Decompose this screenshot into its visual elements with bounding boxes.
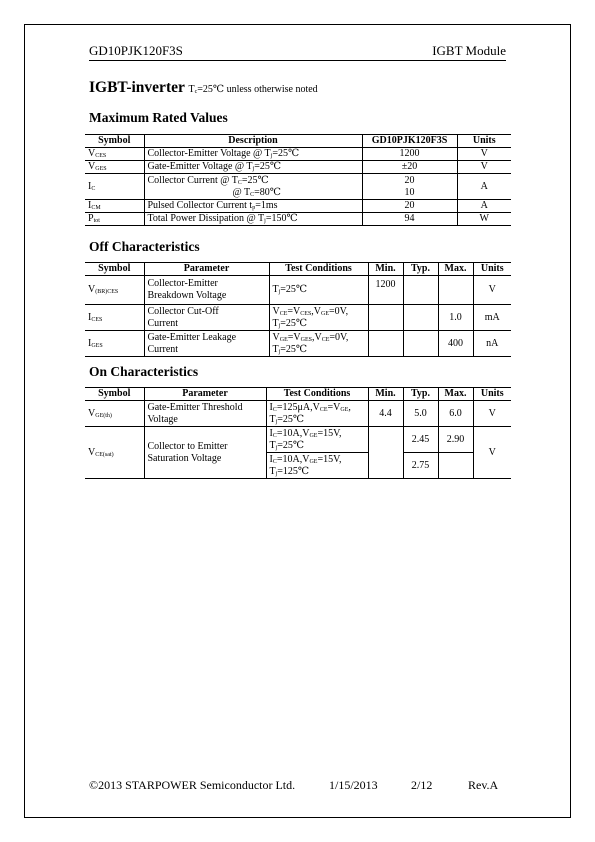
- typ-cell: [403, 305, 438, 331]
- footer-page-number: 2/12: [411, 778, 433, 792]
- description-cell: Collector-Emitter Voltage @ $T_j=25℃$: [144, 148, 362, 161]
- table-row: [85, 276, 511, 305]
- col-header: Units: [457, 135, 511, 148]
- unit-cell: V: [473, 401, 511, 427]
- value-cell: 20: [362, 200, 457, 213]
- on-characteristics-title: On Characteristics: [89, 364, 199, 379]
- max-cell: [438, 453, 473, 479]
- off-characteristics-table: [85, 262, 511, 357]
- col-header: Max.: [438, 388, 473, 401]
- min-cell: [368, 331, 403, 357]
- table-row: [85, 148, 511, 161]
- unit-cell: W: [457, 213, 511, 226]
- min-cell: [368, 427, 403, 479]
- header-product-type: IGBT Module: [432, 43, 506, 58]
- min-cell: [368, 305, 403, 331]
- typ-cell: [403, 331, 438, 357]
- table-row: [85, 174, 511, 200]
- typ-cell: [403, 276, 438, 305]
- table-row: [85, 213, 511, 226]
- description-cell: Pulsed Collector Current $t_p=1ms$: [144, 200, 362, 213]
- unit-cell: A: [457, 200, 511, 213]
- table-row: [85, 427, 511, 453]
- col-header: Parameter: [144, 388, 266, 401]
- min-cell: 4.4: [368, 401, 403, 427]
- table-row: [85, 401, 511, 427]
- symbol-cell: $V_{CE(sat)}$: [85, 427, 144, 479]
- col-header: Units: [473, 263, 511, 276]
- section-note: $T_c=25℃$ unless otherwise noted: [188, 84, 318, 95]
- unit-cell: V: [473, 427, 511, 479]
- unit-cell: A: [457, 174, 511, 200]
- col-header: Symbol: [85, 135, 144, 148]
- col-header: GD10PJK120F3S: [362, 135, 457, 148]
- typ-cell: 2.45: [403, 427, 438, 453]
- max-cell: 400: [438, 331, 473, 357]
- col-header: Typ.: [403, 263, 438, 276]
- table-header-row: [85, 135, 511, 148]
- table-row: [85, 331, 511, 357]
- footer-date: 1/15/2013: [329, 778, 378, 792]
- description-cell: Gate-Emitter Voltage @ $T_j=25℃$: [144, 161, 362, 174]
- description-cell: Total Power Dissipation @ $T_j=150℃$: [144, 213, 362, 226]
- parameter-cell: Gate-Emitter Threshold Voltage: [144, 401, 266, 427]
- max-rated-table: [85, 134, 511, 226]
- value-cell: 1200: [362, 148, 457, 161]
- max-rated-title: Maximum Rated Values: [89, 110, 228, 125]
- table-row: [85, 200, 511, 213]
- col-header: Test Conditions: [266, 388, 368, 401]
- symbol-cell: $I_{GES}$: [85, 331, 144, 357]
- max-cell: 2.90: [438, 427, 473, 453]
- col-header: Symbol: [85, 388, 144, 401]
- symbol-cell: $P_{tot}$: [85, 213, 144, 226]
- parameter-cell: Collector-Emitter Breakdown Voltage: [144, 276, 269, 305]
- unit-cell: V: [473, 276, 511, 305]
- test-conditions-cell: $V_{GE}=V_{GES},V_{CE}=0V$, $T_j=25℃$: [269, 331, 368, 357]
- unit-cell: V: [457, 148, 511, 161]
- min-cell: 1200: [368, 276, 403, 305]
- col-header: Max.: [438, 263, 473, 276]
- col-header: Min.: [368, 263, 403, 276]
- parameter-cell: Collector to Emitter Saturation Voltage: [144, 427, 266, 479]
- col-header: Units: [473, 388, 511, 401]
- test-conditions-cell: $I_C=10A,V_{GE}=15V$, $T_j=125℃$: [266, 453, 368, 479]
- col-header: Description: [144, 135, 362, 148]
- max-cell: 6.0: [438, 401, 473, 427]
- on-characteristics-table: [85, 387, 511, 479]
- col-header: Test Conditions: [269, 263, 368, 276]
- table-row: [85, 161, 511, 174]
- symbol-cell: $I_C$: [85, 174, 144, 200]
- max-cell: 1.0: [438, 305, 473, 331]
- test-conditions-cell: $I_C=10A,V_{GE}=15V$, $T_j=25℃$: [266, 427, 368, 453]
- max-cell: [438, 276, 473, 305]
- symbol-cell: $V_{GES}$: [85, 161, 144, 174]
- test-conditions-cell: $I_C=125\mu A,V_{CE}=V_{GE}$, $T_j=25℃$: [266, 401, 368, 427]
- unit-cell: mA: [473, 305, 511, 331]
- symbol-cell: $V_{(BR)CES}$: [85, 276, 144, 305]
- section-title-text: IGBT-inverter: [89, 79, 185, 96]
- col-header: Typ.: [403, 388, 438, 401]
- symbol-cell: $I_{CES}$: [85, 305, 144, 331]
- footer-copyright: ©2013 STARPOWER Semiconductor Ltd.: [89, 778, 296, 792]
- symbol-cell: $V_{CES}$: [85, 148, 144, 161]
- table-header-row: [85, 263, 511, 276]
- off-characteristics-title: Off Characteristics: [89, 239, 200, 254]
- page-header: [89, 42, 506, 61]
- value-cell: 94: [362, 213, 457, 226]
- section-title: [89, 79, 318, 97]
- test-conditions-cell: $V_{CE}=V_{CES},V_{GE}=0V$, $T_j=25℃$: [269, 305, 368, 331]
- typ-cell: 2.75: [403, 453, 438, 479]
- unit-cell: V: [457, 161, 511, 174]
- typ-cell: 5.0: [403, 401, 438, 427]
- test-conditions-cell: $T_j=25℃$: [269, 276, 368, 305]
- parameter-cell: Collector Cut-Off Current: [144, 305, 269, 331]
- table-header-row: [85, 388, 511, 401]
- parameter-cell: Gate-Emitter Leakage Current: [144, 331, 269, 357]
- description-cell: Collector Current @ $T_C=25℃$ @ $T_C=80℃$: [144, 174, 362, 200]
- value-cell: 20 10: [362, 174, 457, 200]
- unit-cell: nA: [473, 331, 511, 357]
- symbol-cell: $V_{GE(th)}$: [85, 401, 144, 427]
- value-cell: ±20: [362, 161, 457, 174]
- symbol-cell: $I_{CM}$: [85, 200, 144, 213]
- table-row: [85, 305, 511, 331]
- col-header: Symbol: [85, 263, 144, 276]
- header-part-number: GD10PJK120F3S: [89, 43, 183, 58]
- footer-revision: Rev.A: [468, 778, 499, 792]
- col-header: Min.: [368, 388, 403, 401]
- col-header: Parameter: [144, 263, 269, 276]
